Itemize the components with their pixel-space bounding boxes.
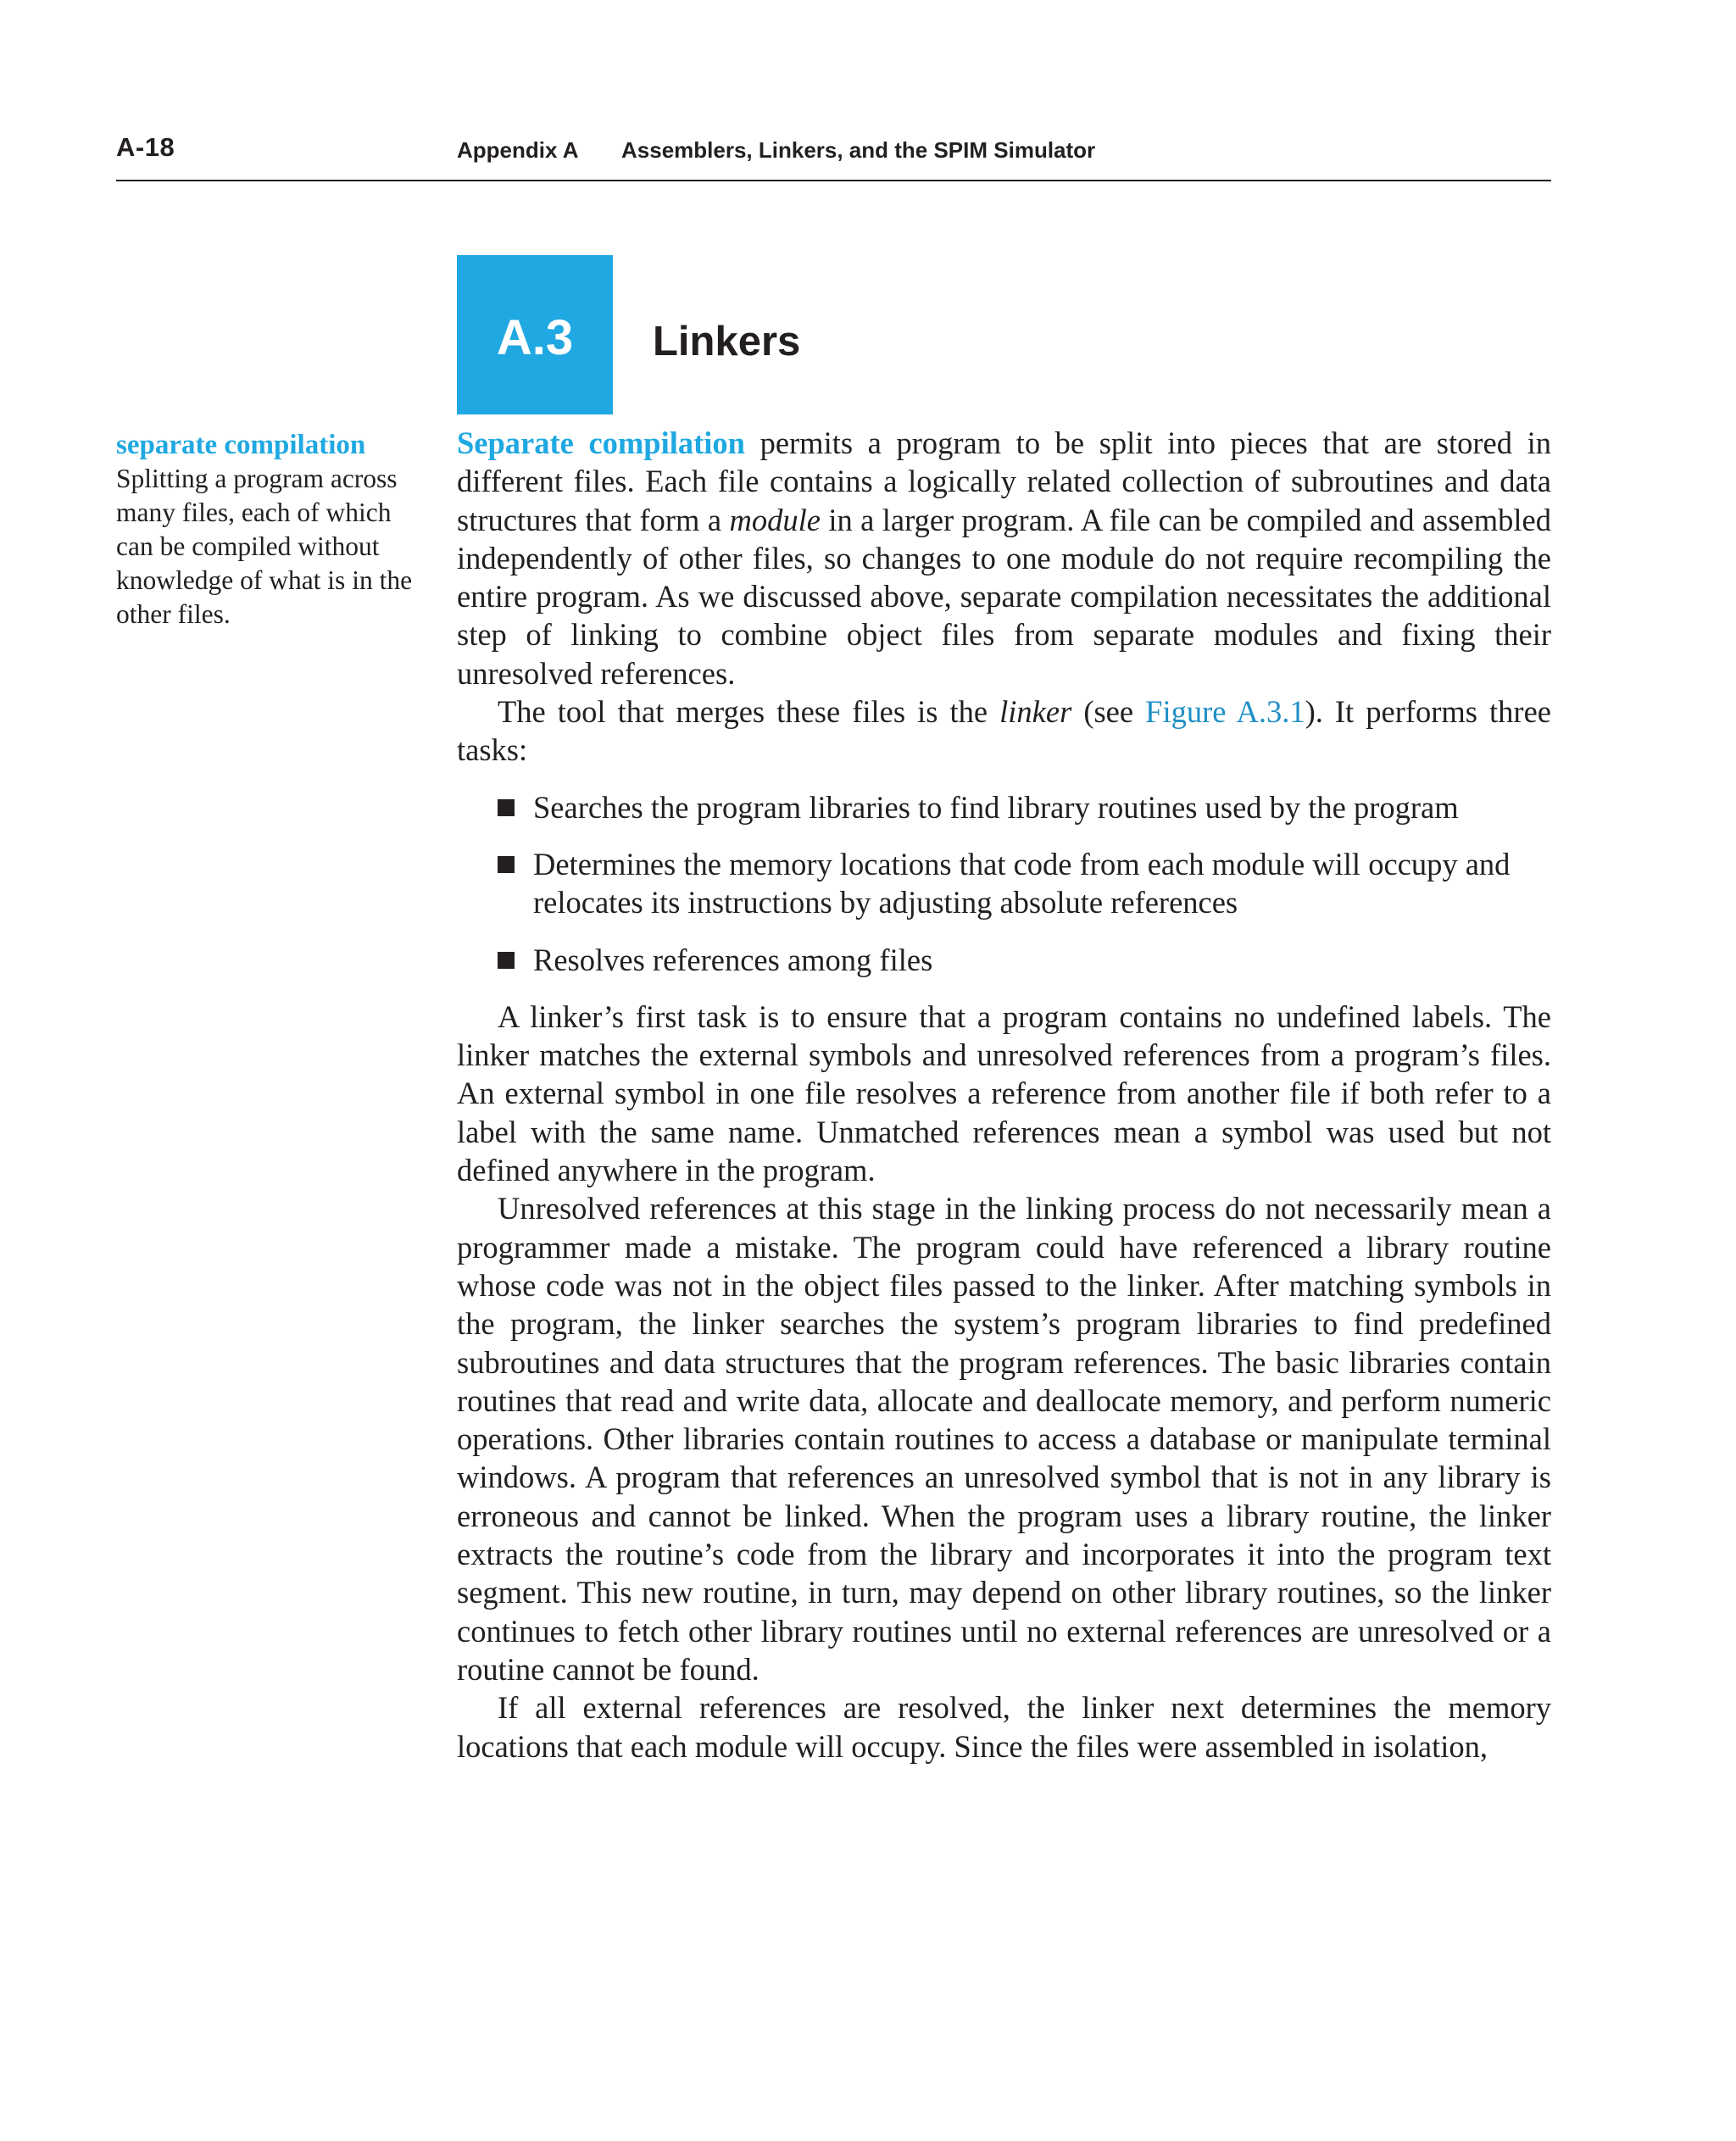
inline-term: Separate compilation	[457, 425, 745, 460]
list-item	[498, 941, 1551, 979]
main-text	[457, 424, 1551, 1766]
paragraph-memory-locations: If all external references are resolved, the linker next determines the memory locations that each module will occupy. Since the files were assembled in isolation,	[457, 1690, 1551, 1764]
header-chapter-title: Assemblers, Linkers, and the SPIM Simulator	[621, 137, 1096, 163]
paragraph-text: The tool that merges these files is the	[498, 694, 988, 730]
list-item-text: Searches the program libraries to find library routines used by the program	[533, 789, 1459, 825]
section-number-box	[457, 255, 613, 414]
paragraph-text: (see	[1083, 694, 1134, 730]
list-item-text: Resolves references among files	[533, 942, 933, 977]
italic-term-linker: linker	[999, 694, 1072, 730]
section-title: Linkers	[653, 319, 801, 364]
figure-reference-link[interactable]: Figure A.3.1	[1145, 694, 1305, 730]
paragraph-separate-compilation	[457, 424, 1551, 692]
margin-definition	[116, 428, 426, 631]
list-item	[498, 845, 1551, 922]
running-header	[116, 127, 1551, 181]
list-item	[498, 788, 1551, 826]
margin-term: separate compilation	[116, 430, 366, 460]
list-item-text: Determines the memory locations that code from each module will occupy and relocates its instructions by adjusting absolute references	[533, 846, 1511, 920]
paragraph-text: permits a program to be split into pieces that are stored in different files. Each file contains a logically related collection of subroutines and data structures that form a	[457, 425, 1551, 537]
header-appendix-label: Appendix A	[457, 137, 579, 163]
italic-term-module: module	[729, 502, 821, 537]
square-bullet-icon	[498, 952, 515, 969]
square-bullet-icon	[498, 856, 515, 873]
paragraph-undefined-labels: A linker’s first task is to ensure that a program contains no undefined labels. The linker matches the external symbols and unresolved references from a program’s files. An external symbol in one file resolves a reference from another file if both refer to a label with the same name. Unmatched references mean a symbol was used but not defined anywhere in the program.	[457, 998, 1551, 1188]
paragraph-text: ). It performs three tasks:	[457, 694, 1551, 768]
margin-definition-text: Splitting a program across many files, each of which can be compiled without knowledge of what is in the other files.	[116, 464, 413, 629]
page-number: A-18	[116, 132, 175, 162]
square-bullet-icon	[498, 799, 515, 816]
paragraph-unresolved-references: Unresolved references at this stage in the linking process do not necessarily mean a programmer made a mistake. The program could have referenced a library routine whose code was not in the object files passed to the linker. After matching symbols in the program, the linker searches the system’s program libraries to find predefined subroutines and data structures that the program references. The basic libraries contain routines that read and write data, allocate and deallocate memory, and perform numeric operations. Other libraries contain routines to access a database or manipulate terminal windows. A program that references an unresolved symbol that is not in any library is erroneous and cannot be linked. When the program uses a library routine, the linker extracts the routine’s code from the library and incorporates it into the program text segment. This new routine, in turn, may depend on other library routines, so the linker continues to fetch other library routines until no external references are unresolved or a routine cannot be found.	[457, 1191, 1551, 1687]
section-number: A.3	[496, 310, 574, 365]
linker-task-list	[457, 788, 1551, 979]
paragraph-text: in a larger program. A file can be compiled and assembled independently of other files, so changes to one module do not require recompiling the entire program. As we discussed above, separate compilation necessitates the additional step of linking to combine object files from separate modules and fixing their unresolved references.	[457, 502, 1551, 691]
paragraph-linker-intro	[457, 692, 1551, 770]
